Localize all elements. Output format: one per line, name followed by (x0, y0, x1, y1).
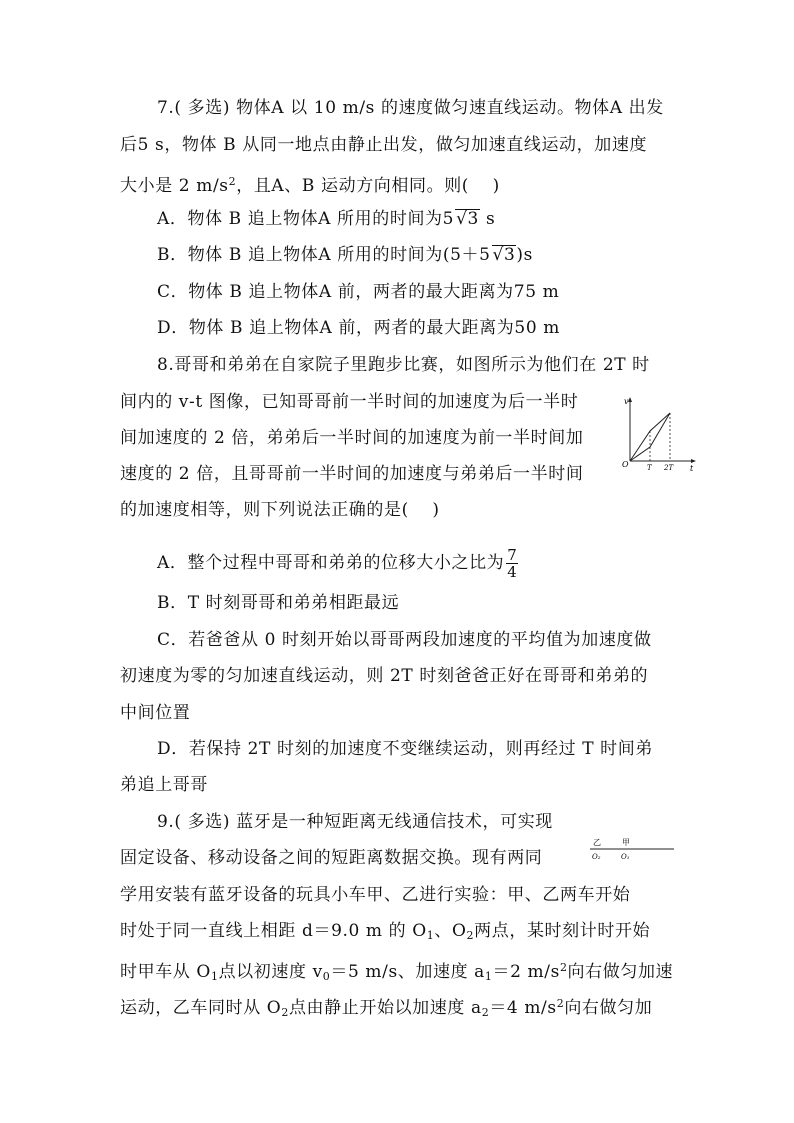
sqrt-sign: √3 (492, 245, 516, 265)
q8-option-b: B．T 时刻哥哥和弟弟相距最远 (157, 593, 400, 613)
sqrt-sign: √3 (456, 209, 479, 229)
q8-line-2: 间内的 v-t 图像，已知哥哥前一半时间的加速度为后一半时 (120, 392, 579, 412)
q9-line-2: 固定设备、移动设备之间的短距离数据交换。现有两同 (120, 848, 543, 868)
fraction: $\frac{7}{4}$ (507, 546, 518, 581)
q8-line-3: 间加速度的 2 倍，弟弟后一半时间的加速度为前一半时间加 (120, 428, 584, 448)
t-label: t (690, 464, 694, 473)
o1-label: O₁ (621, 853, 630, 861)
t-axis-arrow (691, 459, 696, 463)
q7-option-a: A．物体 B 追上物体A 所用的时间为5 √3 s (157, 209, 496, 229)
q9-line-1: 9.( 多选) 蓝牙是一种短距离无线通信技术，可实现 (157, 812, 553, 832)
o2-label: O₂ (592, 853, 601, 861)
q9-line-3: 学用安装有蓝牙设备的玩具小车甲、乙进行实验：甲、乙两车开始 (120, 885, 631, 905)
tick-t: T (647, 464, 652, 472)
q9-line-6: 运动，乙车同时从 $O_2$点由静止开始以加速度 $a_2=4$ $m/s^2$向右做匀加 (120, 997, 653, 1019)
tick-2t: 2T (664, 464, 674, 472)
car-diagram (588, 834, 676, 864)
car-jia-label: 甲 (622, 838, 630, 847)
q7-option-b: B．物体 B 追上物体A 所用的时间为(5＋5 √3)s (157, 245, 533, 265)
vt-graph (620, 393, 700, 473)
car-yi-label: 乙 (593, 838, 601, 847)
v-axis-arrow (628, 397, 632, 402)
q8-line-4: 速度的 2 倍，且哥哥前一半时间的加速度与弟弟后一半时间 (120, 464, 584, 484)
q8-line-1: 8.哥哥和弟弟在自家院子里跑步比赛，如图所示为他们在 2T 时 (157, 355, 650, 375)
q8-option-a: A．整个过程中哥哥和弟弟的位移大小之比为 $\frac{7}{4}$ (157, 546, 518, 581)
q8-option-c-1: C．若爸爸从 0 时刻开始以哥哥两段加速度的平均值为加速度做 (157, 630, 652, 650)
q7-option-d: D．物体 B 追上物体A 前，两者的最大距离为50 m (157, 318, 560, 338)
q9-line-5: 时甲车从 $O_1$点以初速度 $v_0=5$ m/s、加速度 $a_1=2$ $m/s^2$向右做匀加速 (120, 961, 674, 983)
q8-line-5: 的加速度相等，则下列说法正确的是( ) (120, 500, 440, 520)
q7-line-3: 大小是 2 $m/s^2$，且A、B 运动方向相同。则( ) (120, 175, 500, 196)
q7-option-c: C．物体 B 追上物体A 前，两者的最大距离为75 m (157, 282, 560, 302)
origin-label: O (622, 460, 629, 469)
q9-line-4: 时处于同一直线上相距 d＝9.0 m 的 $O_1$、$O_2$两点，某时刻计时开始 (120, 921, 651, 942)
q8-option-d-2: 弟追上哥哥 (120, 775, 208, 795)
q8-option-c-3: 中间位置 (120, 703, 191, 723)
q7-line-1: 7.( 多选) 物体A 以 10 m/s 的速度做匀速直线运动。物体A 出发 (157, 98, 664, 118)
v-label: v (624, 397, 629, 406)
q8-option-c-2: 初速度为零的匀加速直线运动，则 2T 时刻爸爸正好在哥哥和弟弟的 (120, 666, 649, 686)
q7-line-2: 后5 s，物体 B 从同一地点由静止出发，做匀加速直线运动，加速度 (120, 135, 648, 155)
q8-option-d-1: D．若保持 2T 时刻的加速度不变继续运动，则再经过 T 时间弟 (157, 739, 653, 759)
